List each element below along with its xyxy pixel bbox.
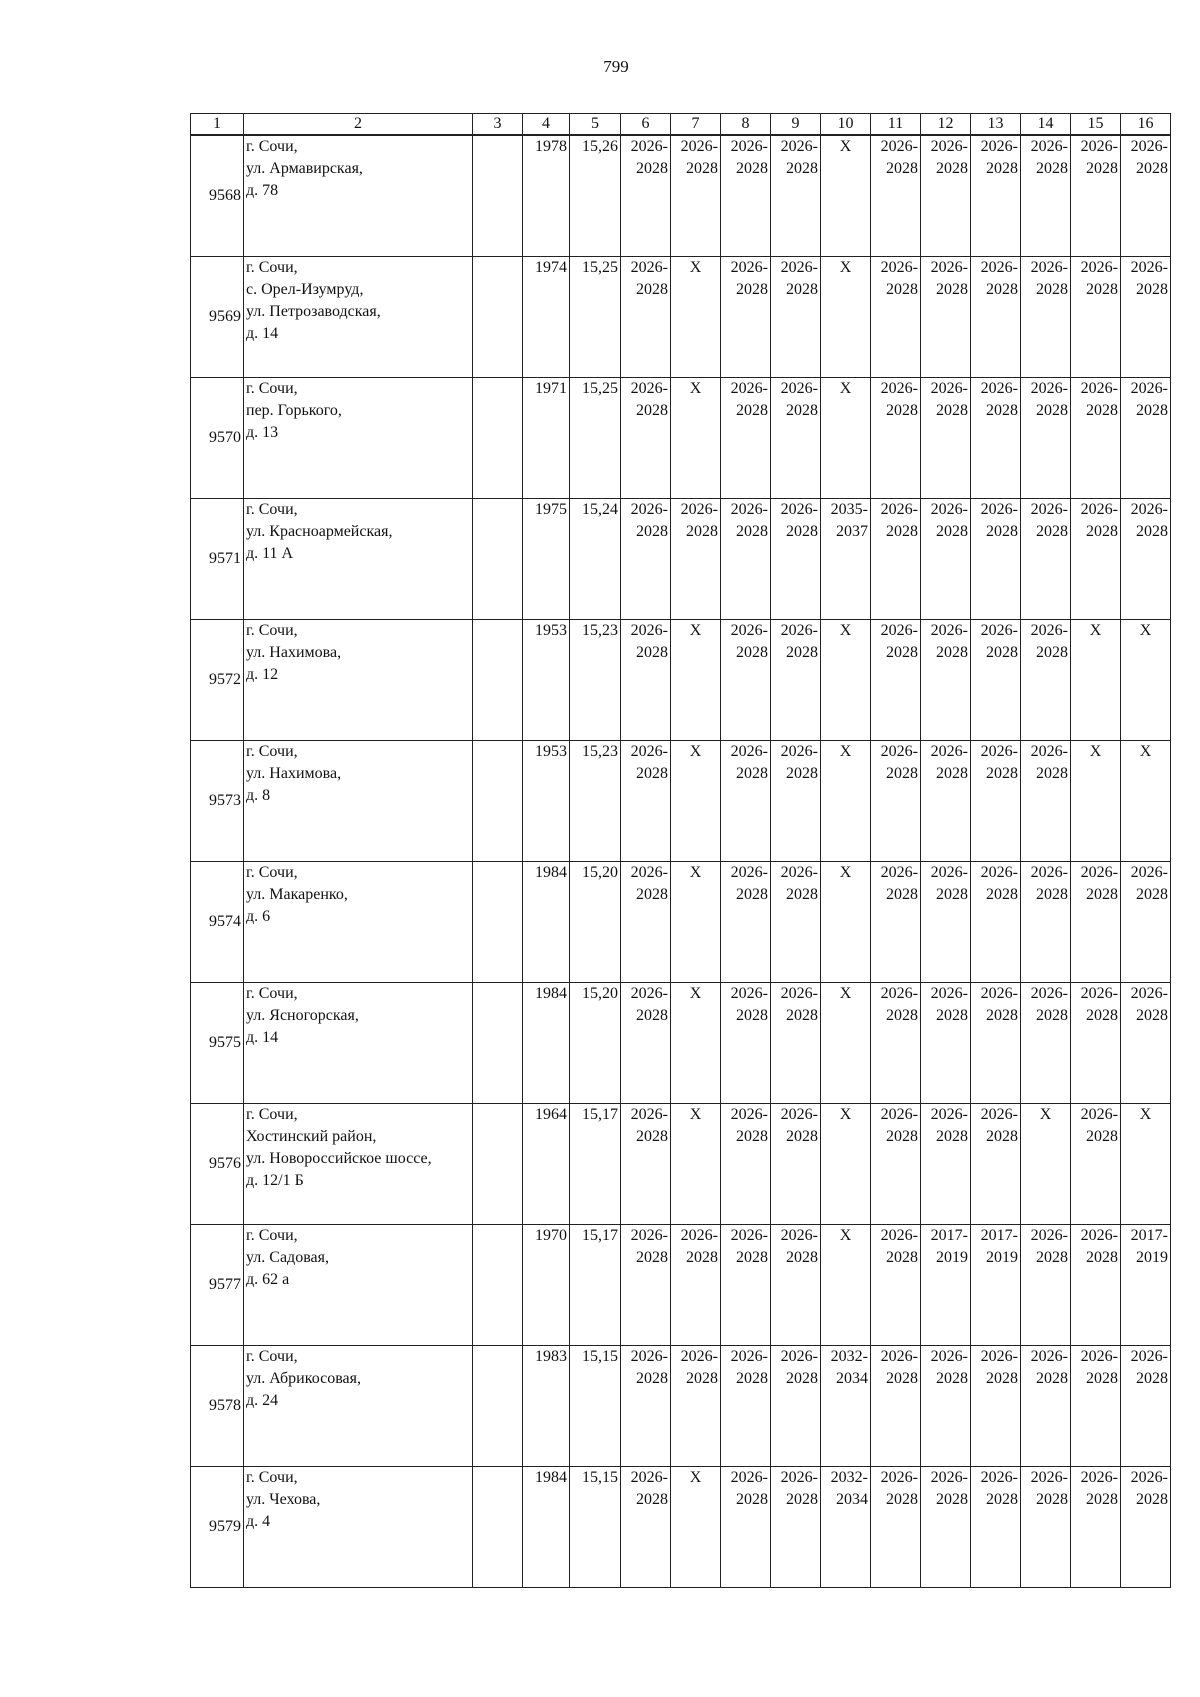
area-cell: 15,15 xyxy=(570,1346,621,1467)
period-cell: 2026- 2028 xyxy=(1071,378,1121,499)
period-cell: Х xyxy=(671,983,721,1104)
period-cell: Х xyxy=(671,1104,721,1225)
area-cell: 15,25 xyxy=(570,257,621,378)
period-cell: 2026- 2028 xyxy=(721,862,771,983)
period-cell: 2026- 2028 xyxy=(921,862,971,983)
column-3-cell xyxy=(473,620,523,741)
period-cell: 2026- 2028 xyxy=(621,1225,671,1346)
period-cell: 2026- 2028 xyxy=(921,741,971,862)
period-cell: 2026- 2028 xyxy=(721,983,771,1104)
period-cell: Х xyxy=(821,1104,871,1225)
period-cell: 2026- 2028 xyxy=(871,1225,921,1346)
row-number: 9571 xyxy=(191,499,244,620)
column-header: 7 xyxy=(671,114,721,136)
period-cell: 2026- 2028 xyxy=(771,135,821,257)
period-cell: Х xyxy=(671,620,721,741)
address-cell: г. Сочи, ул. Нахимова, д. 12 xyxy=(244,620,473,741)
column-header: 1 xyxy=(191,114,244,136)
period-cell: 2026- 2028 xyxy=(721,135,771,257)
period-cell: 2026- 2028 xyxy=(621,135,671,257)
period-cell: 2026- 2028 xyxy=(971,1346,1021,1467)
period-cell: 2026- 2028 xyxy=(721,257,771,378)
period-cell: Х xyxy=(821,135,871,257)
period-cell: 2026- 2028 xyxy=(971,862,1021,983)
table-row xyxy=(191,1225,1171,1346)
period-cell: 2026- 2028 xyxy=(621,1346,671,1467)
period-cell: 2026- 2028 xyxy=(1121,1467,1171,1588)
period-cell: 2032- 2034 xyxy=(821,1467,871,1588)
row-number: 9578 xyxy=(191,1346,244,1467)
address-cell: г. Сочи, с. Орел-Изумруд, ул. Петрозаводская, д. 14 xyxy=(244,257,473,378)
address-cell: г. Сочи, Хостинский район, ул. Новороссийское шоссе, д. 12/1 Б xyxy=(244,1104,473,1225)
column-header: 12 xyxy=(921,114,971,136)
period-cell: 2026- 2028 xyxy=(971,135,1021,257)
period-cell: 2026- 2028 xyxy=(1021,378,1071,499)
period-cell: 2026- 2028 xyxy=(621,257,671,378)
period-cell: 2026- 2028 xyxy=(971,1467,1021,1588)
year-cell: 1953 xyxy=(523,620,570,741)
column-header: 4 xyxy=(523,114,570,136)
period-cell: 2035- 2037 xyxy=(821,499,871,620)
period-cell: 2026- 2028 xyxy=(1121,862,1171,983)
table-row xyxy=(191,378,1171,499)
column-header: 3 xyxy=(473,114,523,136)
period-cell: 2026- 2028 xyxy=(971,378,1021,499)
period-cell: 2026- 2028 xyxy=(1021,1225,1071,1346)
period-cell: 2026- 2028 xyxy=(871,983,921,1104)
period-cell: Х xyxy=(671,378,721,499)
column-header: 14 xyxy=(1021,114,1071,136)
column-header: 8 xyxy=(721,114,771,136)
year-cell: 1953 xyxy=(523,741,570,862)
period-cell: Х xyxy=(1071,620,1121,741)
area-cell: 15,23 xyxy=(570,741,621,862)
period-cell: Х xyxy=(671,741,721,862)
registry-table xyxy=(190,113,1171,1588)
period-cell: 2026- 2028 xyxy=(1121,257,1171,378)
period-cell: 2026- 2028 xyxy=(871,1467,921,1588)
period-cell: 2017- 2019 xyxy=(921,1225,971,1346)
column-3-cell xyxy=(473,862,523,983)
page-number: 799 xyxy=(603,57,629,76)
period-cell: 2026- 2028 xyxy=(1071,862,1121,983)
row-number: 9579 xyxy=(191,1467,244,1588)
period-cell: 2026- 2028 xyxy=(1071,983,1121,1104)
period-cell: 2026- 2028 xyxy=(1071,499,1121,620)
column-header: 5 xyxy=(570,114,621,136)
period-cell: Х xyxy=(1121,1104,1171,1225)
period-cell: 2026- 2028 xyxy=(871,378,921,499)
period-cell: 2026- 2028 xyxy=(1021,499,1071,620)
address-cell: г. Сочи, ул. Абрикосовая, д. 24 xyxy=(244,1346,473,1467)
period-cell: 2026- 2028 xyxy=(1071,135,1121,257)
period-cell: 2032- 2034 xyxy=(821,1346,871,1467)
table-row xyxy=(191,862,1171,983)
period-cell: 2026- 2028 xyxy=(871,862,921,983)
period-cell: 2026- 2028 xyxy=(871,741,921,862)
period-cell: 2026- 2028 xyxy=(1071,1225,1121,1346)
period-cell: 2026- 2028 xyxy=(921,983,971,1104)
year-cell: 1983 xyxy=(523,1346,570,1467)
period-cell: Х xyxy=(671,862,721,983)
period-cell: 2026- 2028 xyxy=(921,378,971,499)
period-cell: 2026- 2028 xyxy=(1071,1467,1121,1588)
period-cell: 2026- 2028 xyxy=(771,620,821,741)
year-cell: 1974 xyxy=(523,257,570,378)
period-cell: 2026- 2028 xyxy=(771,983,821,1104)
period-cell: 2026- 2028 xyxy=(671,1225,721,1346)
period-cell: 2026- 2028 xyxy=(1021,620,1071,741)
period-cell: Х xyxy=(1121,620,1171,741)
table-row xyxy=(191,620,1171,741)
address-cell: г. Сочи, ул. Садовая, д. 62 а xyxy=(244,1225,473,1346)
period-cell: 2026- 2028 xyxy=(1021,983,1071,1104)
period-cell: 2026- 2028 xyxy=(621,499,671,620)
period-cell: 2026- 2028 xyxy=(771,257,821,378)
period-cell: Х xyxy=(821,1225,871,1346)
column-3-cell xyxy=(473,135,523,257)
area-cell: 15,25 xyxy=(570,378,621,499)
year-cell: 1964 xyxy=(523,1104,570,1225)
column-3-cell xyxy=(473,741,523,862)
row-number: 9577 xyxy=(191,1225,244,1346)
period-cell: Х xyxy=(671,1467,721,1588)
area-cell: 15,20 xyxy=(570,983,621,1104)
period-cell: 2026- 2028 xyxy=(671,1346,721,1467)
year-cell: 1971 xyxy=(523,378,570,499)
period-cell: 2026- 2028 xyxy=(721,1346,771,1467)
period-cell: 2026- 2028 xyxy=(921,1467,971,1588)
period-cell: 2026- 2028 xyxy=(771,1346,821,1467)
period-cell: Х xyxy=(1071,741,1121,862)
period-cell: 2026- 2028 xyxy=(1071,1104,1121,1225)
row-number: 9569 xyxy=(191,257,244,378)
period-cell: 2026- 2028 xyxy=(721,1225,771,1346)
address-cell: г. Сочи, ул. Макаренко, д. 6 xyxy=(244,862,473,983)
column-header: 13 xyxy=(971,114,1021,136)
period-cell: 2026- 2028 xyxy=(971,983,1021,1104)
period-cell: Х xyxy=(821,620,871,741)
period-cell: 2026- 2028 xyxy=(871,257,921,378)
period-cell: 2026- 2028 xyxy=(871,620,921,741)
period-cell: 2026- 2028 xyxy=(621,983,671,1104)
period-cell: 2026- 2028 xyxy=(1121,499,1171,620)
period-cell: 2026- 2028 xyxy=(771,1467,821,1588)
period-cell: 2026- 2028 xyxy=(721,620,771,741)
period-cell: 2026- 2028 xyxy=(1021,862,1071,983)
column-header: 9 xyxy=(771,114,821,136)
period-cell: 2026- 2028 xyxy=(771,741,821,862)
period-cell: 2026- 2028 xyxy=(971,257,1021,378)
table-row xyxy=(191,499,1171,620)
period-cell: Х xyxy=(821,257,871,378)
table-row xyxy=(191,257,1171,378)
table-row xyxy=(191,1467,1171,1588)
period-cell: 2026- 2028 xyxy=(1021,1467,1071,1588)
period-cell: 2026- 2028 xyxy=(1121,378,1171,499)
address-cell: г. Сочи, пер. Горького, д. 13 xyxy=(244,378,473,499)
period-cell: 2026- 2028 xyxy=(721,741,771,862)
row-number: 9574 xyxy=(191,862,244,983)
period-cell: 2026- 2028 xyxy=(1121,135,1171,257)
period-cell: 2026- 2028 xyxy=(671,135,721,257)
period-cell: 2026- 2028 xyxy=(1071,257,1121,378)
row-number: 9576 xyxy=(191,1104,244,1225)
area-cell: 15,17 xyxy=(570,1225,621,1346)
row-number: 9573 xyxy=(191,741,244,862)
area-cell: 15,15 xyxy=(570,1467,621,1588)
period-cell: 2026- 2028 xyxy=(1021,741,1071,862)
area-cell: 15,23 xyxy=(570,620,621,741)
column-header: 15 xyxy=(1071,114,1121,136)
address-cell: г. Сочи, ул. Чехова, д. 4 xyxy=(244,1467,473,1588)
column-3-cell xyxy=(473,378,523,499)
period-cell: 2017- 2019 xyxy=(971,1225,1021,1346)
area-cell: 15,20 xyxy=(570,862,621,983)
period-cell: 2026- 2028 xyxy=(1021,257,1071,378)
column-3-cell xyxy=(473,983,523,1104)
period-cell: 2026- 2028 xyxy=(921,499,971,620)
column-header: 10 xyxy=(821,114,871,136)
period-cell: 2026- 2028 xyxy=(921,257,971,378)
period-cell: 2026- 2028 xyxy=(771,378,821,499)
area-cell: 15,26 xyxy=(570,135,621,257)
period-cell: 2026- 2028 xyxy=(1121,1346,1171,1467)
row-number: 9570 xyxy=(191,378,244,499)
area-cell: 15,17 xyxy=(570,1104,621,1225)
address-cell: г. Сочи, ул. Красноармейская, д. 11 А xyxy=(244,499,473,620)
address-cell: г. Сочи, ул. Ясногорская, д. 14 xyxy=(244,983,473,1104)
period-cell: 2026- 2028 xyxy=(671,499,721,620)
column-3-cell xyxy=(473,1104,523,1225)
period-cell: 2026- 2028 xyxy=(921,135,971,257)
period-cell: Х xyxy=(671,257,721,378)
period-cell: 2026- 2028 xyxy=(871,1346,921,1467)
period-cell: 2026- 2028 xyxy=(871,499,921,620)
row-number: 9568 xyxy=(191,135,244,257)
period-cell: 2026- 2028 xyxy=(871,1104,921,1225)
period-cell: 2026- 2028 xyxy=(771,862,821,983)
period-cell: 2026- 2028 xyxy=(621,378,671,499)
column-header: 6 xyxy=(621,114,671,136)
period-cell: Х xyxy=(821,378,871,499)
period-cell: 2026- 2028 xyxy=(921,1346,971,1467)
row-number: 9575 xyxy=(191,983,244,1104)
period-cell: 2026- 2028 xyxy=(771,1225,821,1346)
column-3-cell xyxy=(473,499,523,620)
column-3-cell xyxy=(473,257,523,378)
address-cell: г. Сочи, ул. Нахимова, д. 8 xyxy=(244,741,473,862)
period-cell: Х xyxy=(1121,741,1171,862)
period-cell: 2026- 2028 xyxy=(1071,1346,1121,1467)
period-cell: Х xyxy=(821,741,871,862)
period-cell: 2026- 2028 xyxy=(621,620,671,741)
period-cell: 2026- 2028 xyxy=(921,1104,971,1225)
table-header-row xyxy=(191,114,1171,136)
period-cell: Х xyxy=(821,983,871,1104)
period-cell: 2026- 2028 xyxy=(621,862,671,983)
column-3-cell xyxy=(473,1225,523,1346)
table-row xyxy=(191,1104,1171,1225)
period-cell: 2017- 2019 xyxy=(1121,1225,1171,1346)
period-cell: 2026- 2028 xyxy=(1021,1346,1071,1467)
period-cell: 2026- 2028 xyxy=(971,499,1021,620)
table-row xyxy=(191,983,1171,1104)
period-cell: 2026- 2028 xyxy=(721,378,771,499)
period-cell: 2026- 2028 xyxy=(621,1467,671,1588)
period-cell: 2026- 2028 xyxy=(971,620,1021,741)
table-row xyxy=(191,741,1171,862)
period-cell: 2026- 2028 xyxy=(971,741,1021,862)
area-cell: 15,24 xyxy=(570,499,621,620)
period-cell: 2026- 2028 xyxy=(771,499,821,620)
period-cell: 2026- 2028 xyxy=(1121,983,1171,1104)
column-3-cell xyxy=(473,1467,523,1588)
period-cell: 2026- 2028 xyxy=(621,741,671,862)
year-cell: 1978 xyxy=(523,135,570,257)
period-cell: 2026- 2028 xyxy=(771,1104,821,1225)
year-cell: 1970 xyxy=(523,1225,570,1346)
period-cell: 2026- 2028 xyxy=(921,620,971,741)
table-row xyxy=(191,1346,1171,1467)
period-cell: 2026- 2028 xyxy=(721,499,771,620)
year-cell: 1975 xyxy=(523,499,570,620)
address-cell: г. Сочи, ул. Армавирская, д. 78 xyxy=(244,135,473,257)
year-cell: 1984 xyxy=(523,983,570,1104)
period-cell: 2026- 2028 xyxy=(1021,135,1071,257)
column-header: 11 xyxy=(871,114,921,136)
period-cell: 2026- 2028 xyxy=(621,1104,671,1225)
period-cell: 2026- 2028 xyxy=(721,1467,771,1588)
period-cell: 2026- 2028 xyxy=(871,135,921,257)
period-cell: Х xyxy=(821,862,871,983)
column-3-cell xyxy=(473,1346,523,1467)
column-header: 2 xyxy=(244,114,473,136)
row-number: 9572 xyxy=(191,620,244,741)
table-row xyxy=(191,135,1171,257)
year-cell: 1984 xyxy=(523,1467,570,1588)
period-cell: 2026- 2028 xyxy=(971,1104,1021,1225)
year-cell: 1984 xyxy=(523,862,570,983)
column-header: 16 xyxy=(1121,114,1171,136)
period-cell: 2026- 2028 xyxy=(721,1104,771,1225)
period-cell: Х xyxy=(1021,1104,1071,1225)
